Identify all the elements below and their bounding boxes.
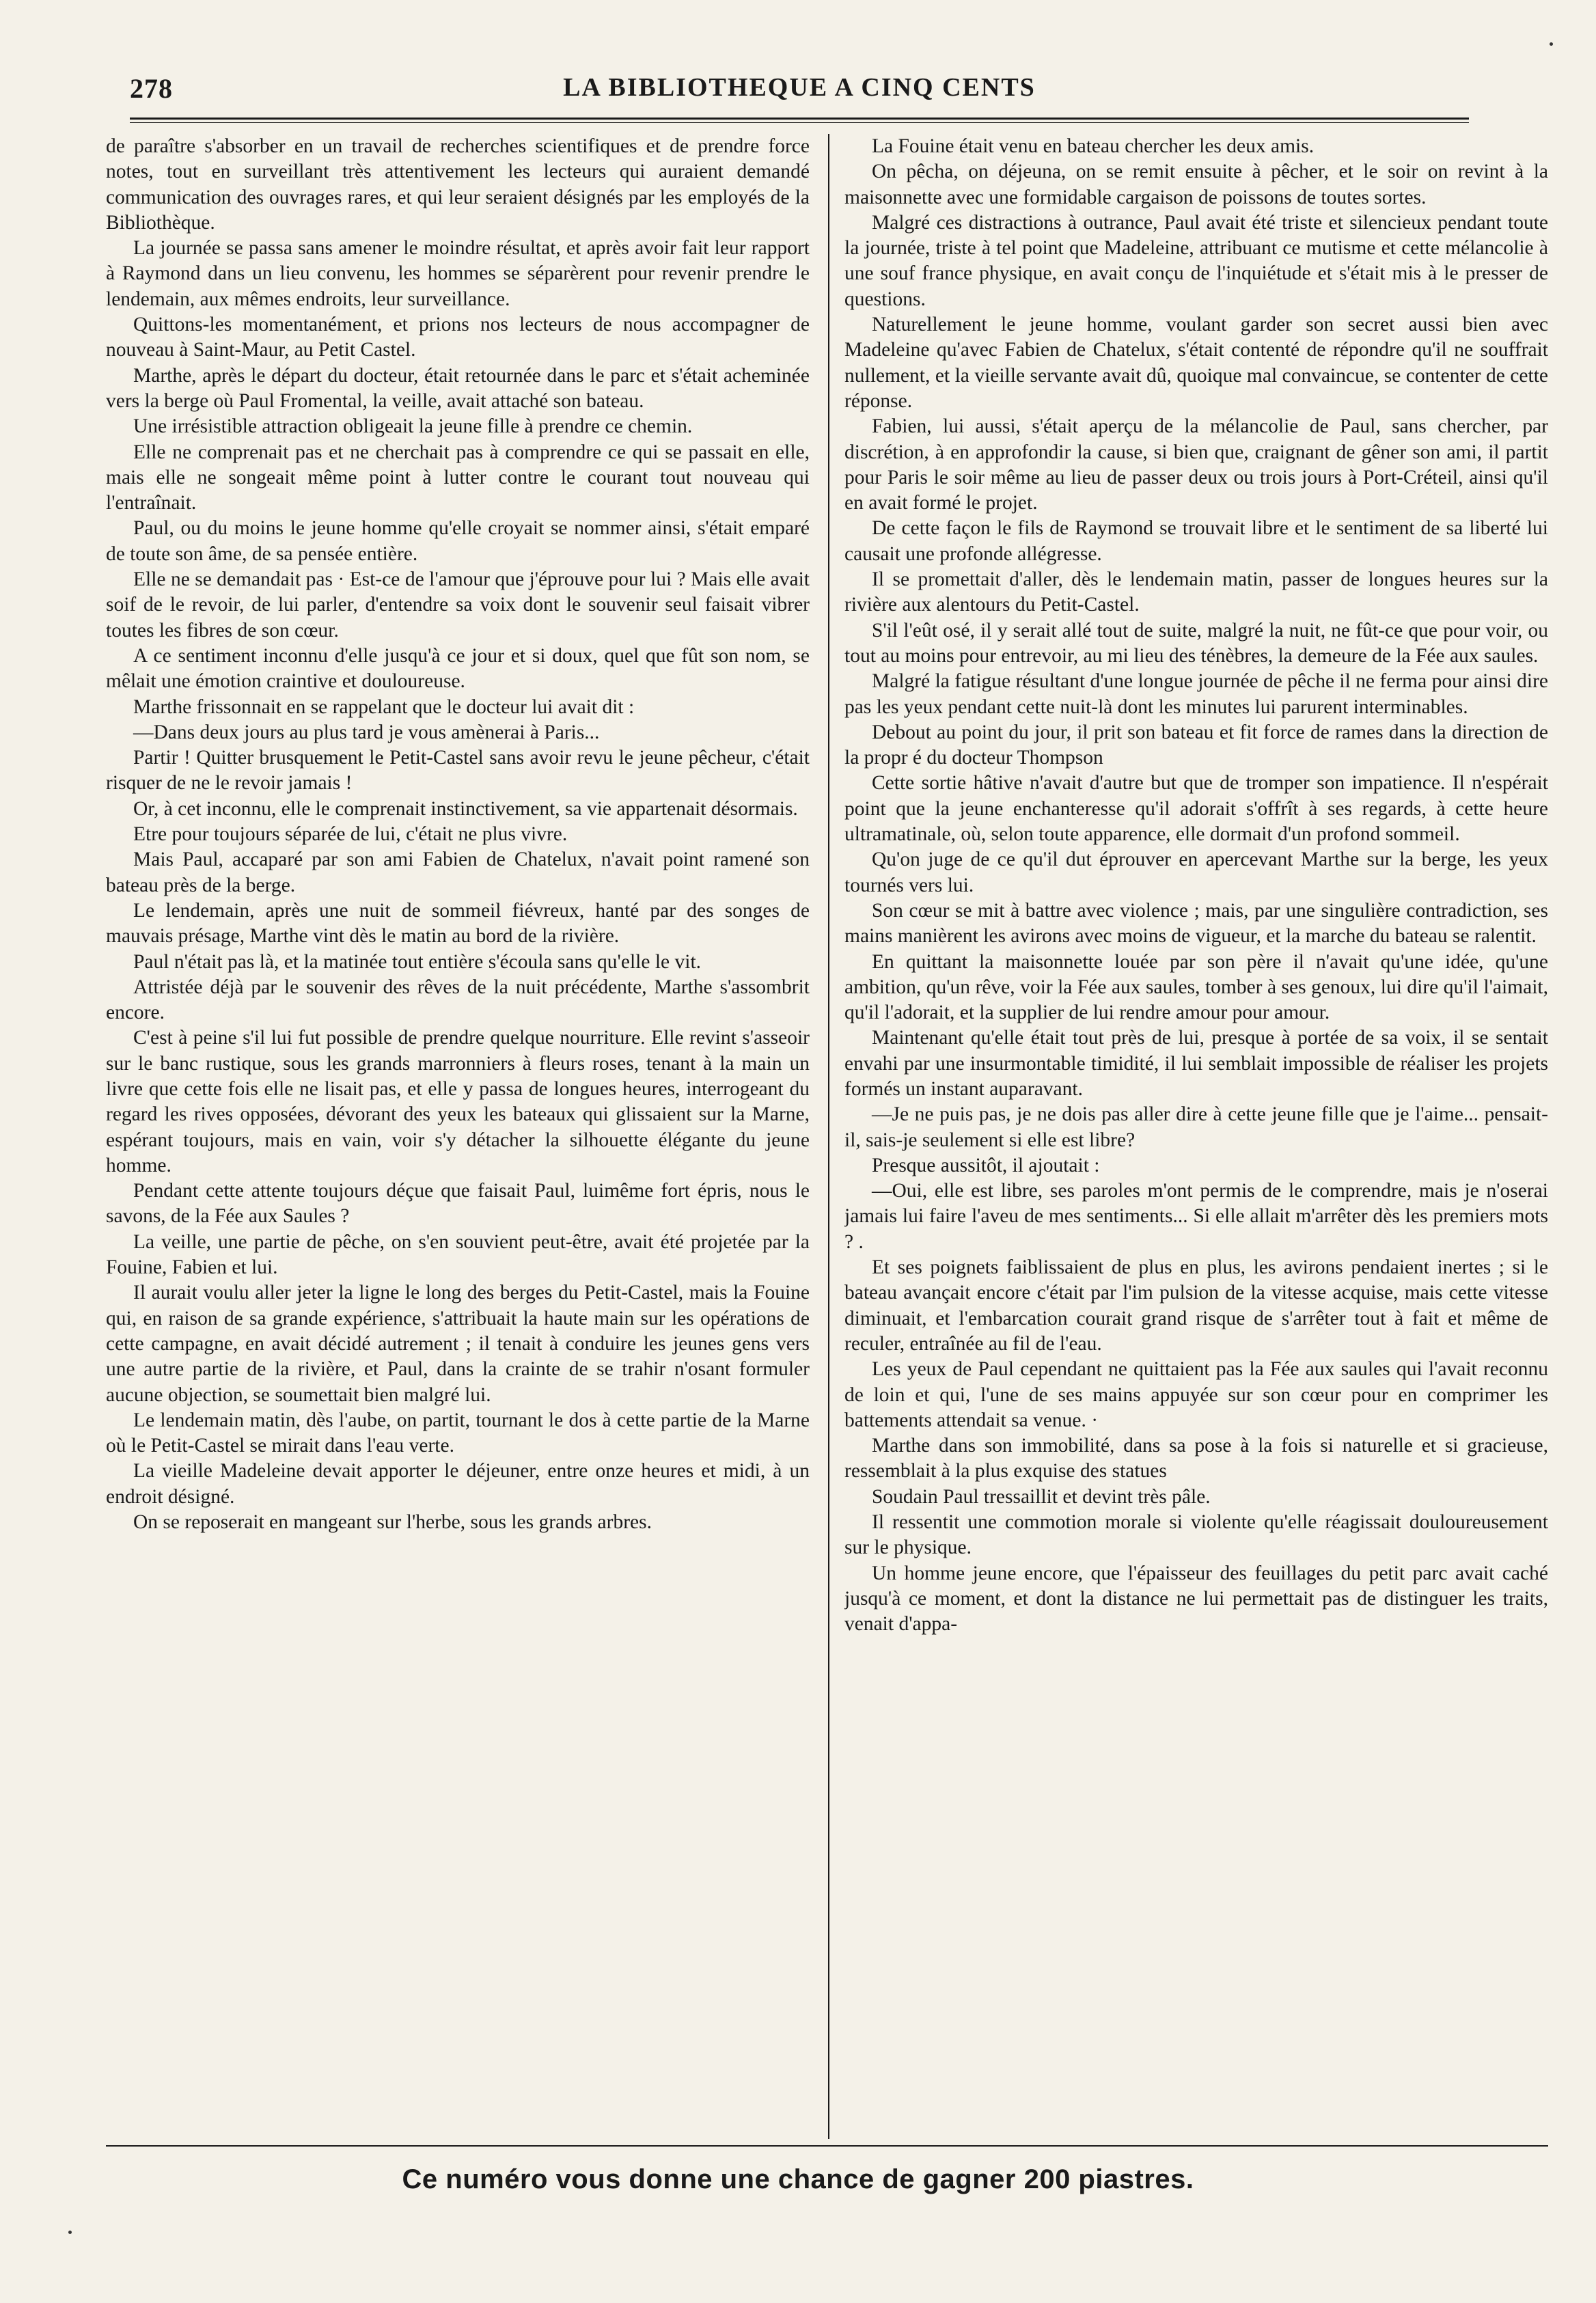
paragraph: Maintenant qu'elle était tout près de lui, presque à portée de sa voix, il se sentait envahi par une insurmontable timidité, il lui semblait impossible de réaliser les projets formés un instant auparavant.: [844, 1027, 1548, 1100]
paragraph: On se reposerait en mangeant sur l'herbe, sous les grands arbres.: [133, 1511, 652, 1534]
paragraph: Partir ! Quitter brusquement le Petit-Castel sans avoir revu le jeune pêcheur, c'était risquer de ne le revoir jamais !: [106, 747, 810, 795]
paragraph: Marthe dans son immobilité, dans sa pose à la fois si naturelle et si gracieuse, ressemblait à la plus exquise des statues: [844, 1435, 1548, 1483]
header-rule: [130, 118, 1469, 123]
ink-speck: [68, 2231, 72, 2234]
paragraph: Paul, ou du moins le jeune homme qu'elle croyait se nommer ainsi, s'était emparé de toute son âme, de sa pensée entière.: [106, 517, 810, 565]
footer-note: Ce numéro vous donne une chance de gagner 200 piastres.: [402, 2164, 1194, 2194]
paragraph: Il se promettait d'aller, dès le lendemain matin, passer de longues heures sur la rivière aux alentours du Petit-Castel.: [844, 568, 1548, 616]
paragraph: De cette façon le fils de Raymond se trouvait libre et le sentiment de sa liberté lui causait une profonde allégresse.: [844, 517, 1548, 565]
paragraph: C'est à peine s'il lui fut possible de prendre quelque nourriture. Elle revint s'asseoir sur le banc rustique, sous les grands marronniers à fleurs roses, tenant à la main un livre que cette fois elle ne lisait pas, et elle y passa de longues heures, interrogeant du regard les rives opposées, dévorant des yeux les bateaux qui glissaient sur la Marne, espérant toujours, mais en vain, voir s'y détacher la silhouette élégante du jeune homme.: [106, 1027, 810, 1176]
paragraph: Elle ne se demandait pas · Est-ce de l'amour que j'éprouve pour lui ? Mais elle avait soif de le revoir, de lui parler, d'entendre sa voix dont le souvenir seul faisait vibrer toutes les fibres de son cœur.: [106, 568, 810, 642]
paragraph: La journée se passa sans amener le moindre résultat, et après avoir fait leur rapport à Raymond dans un lieu convenu, les hommes se séparèrent pour revenir prendre le lendemain, aux mêmes endroits, leur surveillance.: [106, 237, 810, 310]
paragraph: Marthe, après le départ du docteur, était retournée dans le parc et s'était acheminée vers la berge où Paul Fromental, la veille, avait attaché son bateau.: [106, 364, 810, 412]
paragraph: Fabien, lui aussi, s'était aperçu de la mélancolie de Paul, sans chercher, par discrétion, à en approfondir la cause, si bien que, craignant de gêner son ami, il partit pour Paris le soir même au lieu de passer deux ou trois jours à Port-Créteil, ainsi qu'il en avait formé le projet.: [844, 415, 1548, 514]
paragraph: Pendant cette attente toujours déçue que faisait Paul, luimême fort épris, nous le savons, de la Fée aux Saules ?: [106, 1180, 810, 1228]
paragraph: En quittant la maisonnette louée par son père il n'avait qu'une idée, qu'une ambition, qu'un rêve, voir la Fée aux saules, tomber à ses genoux, lui dire qu'il l'aimait, qu'il l'adorait, et la supplier de lui rendre amour pour amour.: [844, 950, 1548, 1024]
paragraph: La vieille Madeleine devait apporter le déjeuner, entre onze heures et midi, à un endroit désigné.: [106, 1460, 810, 1508]
paragraph: Attristée déjà par le souvenir des rêves de la nuit précédente, Marthe s'assombrit encore.: [106, 976, 810, 1024]
running-title: LA BIBLIOTHEQUE A CINQ CENTS: [563, 73, 1036, 102]
paragraph: Debout au point du jour, il prit son bateau et fit force de rames dans la direction de la propr é du docteur Thompson: [844, 721, 1548, 769]
column-divider: [828, 134, 829, 2139]
paragraph: La Fouine était venu en bateau chercher les deux amis.: [872, 135, 1315, 157]
paragraph: Marthe frissonnait en se rappelant que le docteur lui avait dit :: [133, 695, 635, 718]
left-column: [106, 134, 810, 2136]
paragraph: S'il l'eût osé, il y serait allé tout de suite, malgré la nuit, ne fût-ce que pour voir, ou tout au moins pour entrevoir, au mi lieu des ténèbres, la demeure de la Fée aux saules.: [844, 619, 1548, 667]
paragraph: A ce sentiment inconnu d'elle jusqu'à ce jour et si doux, quel que fût son nom, se mêlait une émotion craintive et douloureuse.: [106, 644, 810, 693]
paragraph: Or, à cet inconnu, elle le comprenait instinctivement, sa vie appartenait désormais.: [133, 797, 798, 820]
paragraph: Le lendemain matin, dès l'aube, on partit, tournant le dos à cette partie de la Marne où le Petit-Castel se mirait dans l'eau verte.: [106, 1409, 810, 1457]
paragraph: Presque aussitôt, il ajoutait :: [872, 1154, 1100, 1176]
page-header: [130, 68, 1469, 116]
paragraph: —Je ne puis pas, je ne dois pas aller dire à cette jeune fille que je l'aime... pensait-il, sais-je seulement si elle est libre?: [844, 1103, 1548, 1151]
paragraph: Malgré ces distractions à outrance, Paul avait été triste et silencieux pendant toute la journée, triste à tel point que Madeleine, attribuant ce mutisme et cette mélancolie à une souf france physique, en avait conçu de l'inquiétude et s'était mis à le presser de questions.: [844, 211, 1548, 310]
paragraph: Malgré la fatigue résultant d'une longue journée de pêche il ne ferma pour ainsi dire pas les yeux pendant cette nuit-là dont les minutes lui parurent interminables.: [844, 670, 1548, 718]
paragraph: On pêcha, on déjeuna, on se remit ensuite à pêcher, et le soir on revint à la maisonnette avec une formidable cargaison de poissons de toutes sortes.: [844, 161, 1548, 208]
right-column: [844, 134, 1548, 2136]
paragraph: Il ressentit une commotion morale si violente qu'elle réagissait douloureusement sur le physique.: [844, 1511, 1548, 1559]
paragraph: Naturellement le jeune homme, voulant garder son secret aussi bien avec Madeleine qu'avec Fabien de Chatelux, s'était contenté de répondre qu'il ne souffrait nullement, et la vieille servante avait dû, quoique mal convaincue, se contenter de cette réponse.: [844, 314, 1548, 412]
paragraph: Cette sortie hâtive n'avait d'autre but que de tromper son impatience. Il n'espérait point que la jeune enchanteresse qu'il adorait s'offrît à ses regards, à cette heure ultramatinale, où, selon toute apparence, elle dormait d'un profond sommeil.: [844, 772, 1548, 846]
paragraph: Quittons-les momentanément, et prions nos lecteurs de nous accompagner de nouveau à Saint-Maur, au Petit Castel.: [106, 314, 810, 361]
paragraph: Mais Paul, accaparé par son ami Fabien de Chatelux, n'avait point ramené son bateau près de la berge.: [106, 849, 810, 896]
page-number: 278: [130, 73, 173, 104]
paragraph: Et ses poignets faiblissaient de plus en plus, les avirons pendaient inertes ; si le bateau avançait encore c'était par l'im pulsion de la vitesse acquise, mais cette vitesse diminuait, et l'embarcation courait grand risque de s'arrêter tout à fait et même de reculer, entraînée au fil de l'eau.: [844, 1256, 1548, 1355]
paragraph: Paul n'était pas là, et la matinée tout entière s'écoula sans qu'elle le vit.: [133, 950, 702, 973]
paragraph: Un homme jeune encore, que l'épaisseur des feuillages du petit parc avait caché jusqu'à ce moment, et dont la distance ne lui permettait pas de distinguer les traits, venait d'appa-: [844, 1562, 1548, 1636]
paragraph: Les yeux de Paul cependant ne quittaient pas la Fée aux saules qui l'avait reconnu de loin et qui, l'une de ses mains appuyée sur son cœur pour en comprimer les battements attendait sa venue. ·: [844, 1358, 1548, 1431]
paragraph: de paraître s'absorber en un travail de recherches scientifiques et de prendre force notes, tout en surveillant très attentivement les lecteurs qui auraient demandé communication des ouvrages rares, et qui leur seraient désignés par les employés de la Bibliothèque.: [106, 135, 810, 234]
paragraph: Soudain Paul tressaillit et devint très pâle.: [872, 1485, 1211, 1508]
paragraph: Il aurait voulu aller jeter la ligne le long des berges du Petit-Castel, mais la Fouine qui, en raison de sa grande expérience, s'attribuait la haute main sur les opérations de cette campagne, en avait décidé autrement ; il tenait à conduire les jeunes gens vers une autre partie de la rivière, et Paul, dans la crainte de se trahir n'osant formuler aucune objection, se soumettait bien malgré lui.: [106, 1282, 810, 1406]
paragraph: Son cœur se mit à battre avec violence ; mais, par une singulière contradiction, ses mains manièrent les avirons avec moins de vigueur, et la marche du bateau se ralentit.: [844, 899, 1548, 948]
paragraph: Le lendemain, après une nuit de sommeil fiévreux, hanté par des songes de mauvais présage, Marthe vint dès le matin au bord de la rivière.: [106, 899, 810, 948]
paragraph: —Oui, elle est libre, ses paroles m'ont permis de le comprendre, mais je n'oserai jamais lui faire l'aveu de mes sentiments... Si elle allait m'arrêter dès les premiers mots ? .: [844, 1180, 1548, 1253]
paragraph: Qu'on juge de ce qu'il dut éprouver en apercevant Marthe sur la berge, les yeux tournés vers lui.: [844, 849, 1548, 896]
paragraph: Une irrésistible attraction obligeait la jeune fille à prendre ce chemin.: [133, 415, 693, 438]
paragraph: La veille, une partie de pêche, on s'en souvient peut-être, avait été projetée par la Fouine, Fabien et lui.: [106, 1230, 810, 1279]
bottom-rule: [106, 2145, 1548, 2147]
ink-speck: [1550, 42, 1553, 46]
paragraph: Elle ne comprenait pas et ne cherchait pas à comprendre ce qui se passait en elle, mais elle ne songeait même point à lutter contre le courant tout nouveau qui l'entraînait.: [106, 441, 810, 514]
paragraph: Etre pour toujours séparée de lui, c'était ne plus vivre.: [133, 823, 568, 846]
paragraph: —Dans deux jours au plus tard je vous amènerai à Paris...: [133, 721, 600, 743]
